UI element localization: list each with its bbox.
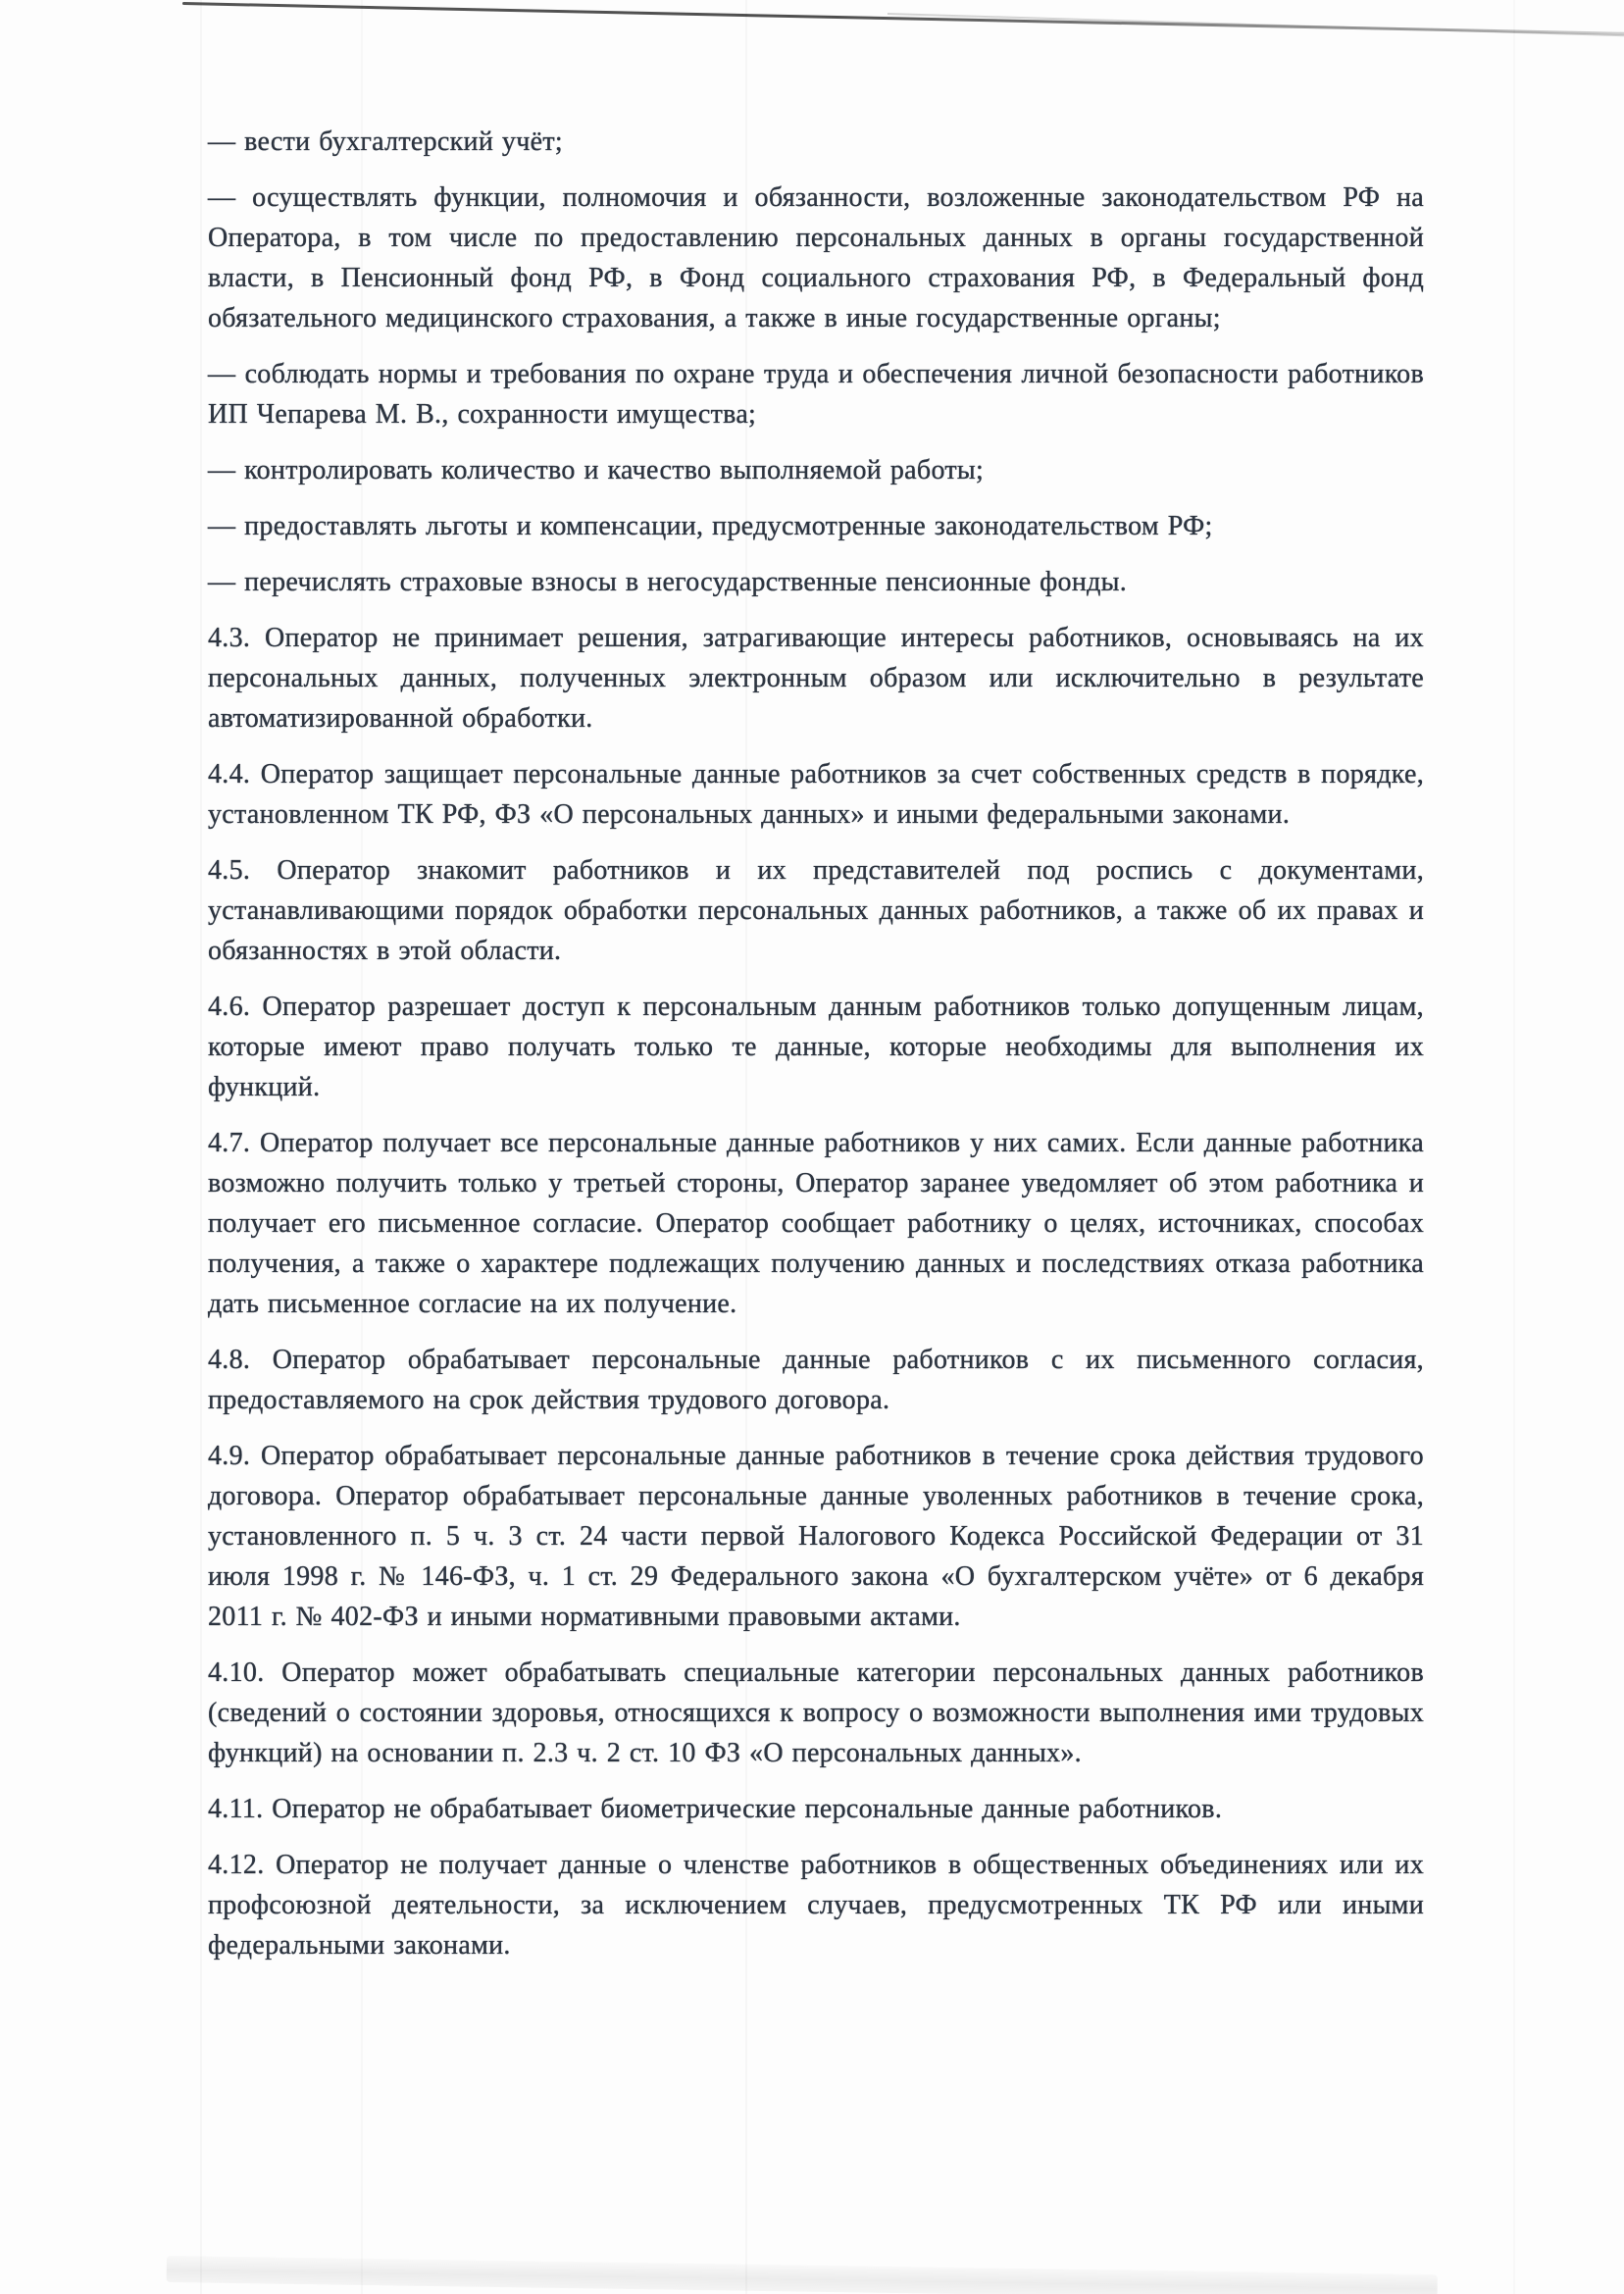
list-item-text: осуществлять функции, полномочия и обязанности, возложенные законодательством РФ на Оператора, в том числе по предоставлению персональных данных в органы государственной власти, в Пенсионный фонд РФ, в Фонд социального страхования РФ, в Федеральный фонд обязательного медицинского страхования, а также в иные государственные органы; xyxy=(208,182,1424,333)
clause-text: Оператор получает все персональные данные работников у них самих. Если данные работника возможно получить только у третьей стороны, Оператор заранее уведомляет об этом работника и получает его письменное согласие. Оператор сообщает работнику о целях, источниках, способах получения, а также о характере подлежащих получению данных и последствиях отказа работника дать письменное согласие на их получение. xyxy=(208,1128,1424,1319)
clause-4-6 xyxy=(208,987,1424,1107)
list-item-work-quality xyxy=(208,450,1424,490)
dash-marker: — xyxy=(208,127,236,157)
scan-artifact-bottom-shadow xyxy=(167,2256,1438,2294)
clause-number: 4.10. xyxy=(208,1657,265,1688)
list-item-text: перечислять страховые взносы в негосударственные пенсионные фонды. xyxy=(244,567,1128,597)
list-item-insurance-contributions xyxy=(208,562,1424,602)
clause-4-5 xyxy=(208,850,1424,971)
list-item-labor-safety xyxy=(208,354,1424,434)
dash-marker: — xyxy=(208,359,236,389)
dash-marker: — xyxy=(208,567,236,597)
clause-text: Оператор может обрабатывать специальные категории персональных данных работников (сведений о состоянии здоровья, относящихся к вопросу о возможности выполнения ими трудовых функций) на основании п. 2.3 ч. 2 ст. 10 ФЗ «О персональных данных». xyxy=(208,1657,1424,1768)
clause-text: Оператор обрабатывает персональные данные работников в течение срока действия трудового договора. Оператор обрабатывает персональные данные уволенных работников в течение срока, установленного п. 5 ч. 3 ст. 24 части первой Налогового Кодекса Российской Федерации от 31 июля 1998 г. № 146-ФЗ, ч. 1 ст. 29 Федерального закона «О бухгалтерском учёте» от 6 декабря 2011 г. № 402-ФЗ и иными нормативными правовыми актами. xyxy=(208,1441,1424,1632)
clause-4-8 xyxy=(208,1340,1424,1420)
clause-text: Оператор знакомит работников и их представителей под роспись с документами, устанавливающими порядок обработки персональных данных работников, а также об их правах и обязанностях в этой области. xyxy=(208,855,1424,966)
dash-marker: — xyxy=(208,455,236,485)
clause-4-9 xyxy=(208,1436,1424,1637)
clause-text: Оператор не получает данные о членстве работников в общественных объединениях или их профсоюзной деятельности, за исключением случаев, предусмотренных ТК РФ или иными федеральными законами. xyxy=(208,1850,1424,1961)
clause-text: Оператор не обрабатывает биометрические персональные данные работников. xyxy=(272,1794,1223,1824)
dash-marker: — xyxy=(208,182,236,213)
scan-artifact-top-line-secondary xyxy=(888,13,1624,37)
clause-number: 4.9. xyxy=(208,1441,251,1471)
list-item-benefits xyxy=(208,506,1424,546)
list-item-accounting xyxy=(208,122,1424,162)
clause-number: 4.7. xyxy=(208,1128,251,1158)
list-item-functions-duties xyxy=(208,178,1424,338)
clause-4-12 xyxy=(208,1845,1424,1965)
clause-number: 4.6. xyxy=(208,992,251,1022)
clause-text: Оператор защищает персональные данные работников за счет собственных средств в порядке, установленном ТК РФ, ФЗ «О персональных данных» и иными федеральными законами. xyxy=(208,759,1424,830)
clause-number: 4.3. xyxy=(208,623,251,653)
clause-number: 4.4. xyxy=(208,759,251,790)
clause-4-3 xyxy=(208,618,1424,739)
scan-artifact-vertical-streak xyxy=(200,0,202,2294)
clause-number: 4.8. xyxy=(208,1345,251,1375)
list-item-text: предоставлять льготы и компенсации, предусмотренные законодательством РФ; xyxy=(244,511,1213,541)
clause-number: 4.12. xyxy=(208,1850,265,1880)
clause-text: Оператор разрешает доступ к персональным данным работников только допущенным лицам, которые имеют право получать только те данные, которые необходимы для выполнения их функций. xyxy=(208,992,1424,1102)
clause-text: Оператор обрабатывает персональные данные работников с их письменного согласия, предоставляемого на срок действия трудового договора. xyxy=(208,1345,1424,1415)
scan-artifact-vertical-streak xyxy=(1513,0,1515,2294)
clause-number: 4.5. xyxy=(208,855,251,886)
clause-4-7 xyxy=(208,1123,1424,1324)
list-item-text: контролировать количество и качество выполняемой работы; xyxy=(244,455,985,485)
list-item-text: соблюдать нормы и требования по охране труда и обеспечения личной безопасности работников ИП Чепарева М. В., сохранности имущества; xyxy=(208,359,1424,430)
clause-4-11 xyxy=(208,1789,1424,1829)
list-item-text: вести бухгалтерский учёт; xyxy=(244,127,563,157)
clause-4-4 xyxy=(208,754,1424,835)
document-body xyxy=(208,122,1424,1965)
scan-artifact-top-line xyxy=(182,2,1624,35)
clause-4-10 xyxy=(208,1653,1424,1773)
clause-number: 4.11. xyxy=(208,1794,264,1824)
clause-text: Оператор не принимает решения, затрагивающие интересы работников, основываясь на их персональных данных, полученных электронным образом или исключительно в результате автоматизированной обработки. xyxy=(208,623,1424,734)
dash-marker: — xyxy=(208,511,236,541)
